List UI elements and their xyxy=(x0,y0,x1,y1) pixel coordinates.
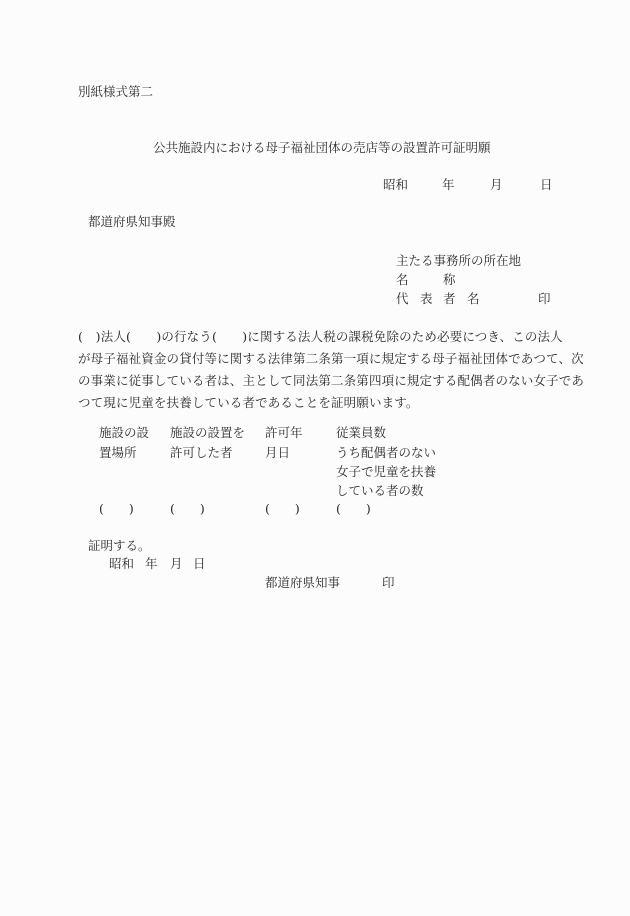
date-month: 月 xyxy=(490,177,503,192)
column-value: ( ) xyxy=(336,501,371,516)
column-header-line: 置場所 xyxy=(99,445,137,460)
column-header-line: している者の数 xyxy=(336,483,424,498)
column-header-line: 施設の設置を xyxy=(170,425,246,440)
cert-date-year: 年 xyxy=(145,556,158,571)
column-header-line: 許可した者 xyxy=(170,445,233,460)
form-number: 別紙様式第二 xyxy=(78,84,154,99)
column-value: ( ) xyxy=(265,501,300,516)
rep-label-3: 者 xyxy=(443,291,456,306)
name-label-1: 名 xyxy=(396,272,409,287)
cert-date-era: 昭和 xyxy=(109,556,135,571)
rep-label-1: 代 xyxy=(396,291,409,306)
column-value: ( ) xyxy=(99,501,134,516)
body-line: の事業に従事している者は、主として同法第二条第四項に規定する配偶者のない女子であ xyxy=(78,373,585,388)
body-line: が母子福祉資金の貸付等に関する法律第二条第一項に規定する母子福祉団体であつて、次 xyxy=(78,351,584,366)
column-header-line: 許可年 xyxy=(265,425,303,440)
column-header-line: 月日 xyxy=(265,445,291,460)
date-year: 年 xyxy=(442,177,455,192)
column-header-line: 従業員数 xyxy=(336,425,387,440)
column-header-line: 女子で児童を扶養 xyxy=(336,464,437,479)
cert-date-month: 月 xyxy=(170,556,183,571)
document-title: 公共施設内における母子福祉団体の売店等の設置許可証明願 xyxy=(153,140,491,155)
body-line: ( )法人( )の行なう( )に関する法人税の課税免除のため必要につき、この法人 xyxy=(78,329,563,344)
certification-text: 証明する。 xyxy=(88,538,151,553)
addressee: 都道府県知事殿 xyxy=(88,214,176,229)
rep-label-4: 名 xyxy=(467,291,480,306)
name-label-2: 称 xyxy=(443,272,456,287)
cert-date-day: 日 xyxy=(193,556,206,571)
column-value: ( ) xyxy=(170,501,205,516)
column-header-line: 施設の設 xyxy=(99,425,150,440)
office-address-label: 主たる事務所の所在地 xyxy=(396,253,522,268)
column-header-line: うち配偶者のない xyxy=(336,445,437,460)
body-line: つて現に児童を扶養している者であることを証明願います。 xyxy=(78,395,419,410)
cert-issuer: 都道府県知事 xyxy=(265,575,341,590)
rep-label-2: 表 xyxy=(420,291,433,306)
seal-mark: 印 xyxy=(538,291,551,306)
date-day: 日 xyxy=(540,177,553,192)
date-era: 昭和 xyxy=(383,177,409,192)
cert-seal-mark: 印 xyxy=(382,575,395,590)
